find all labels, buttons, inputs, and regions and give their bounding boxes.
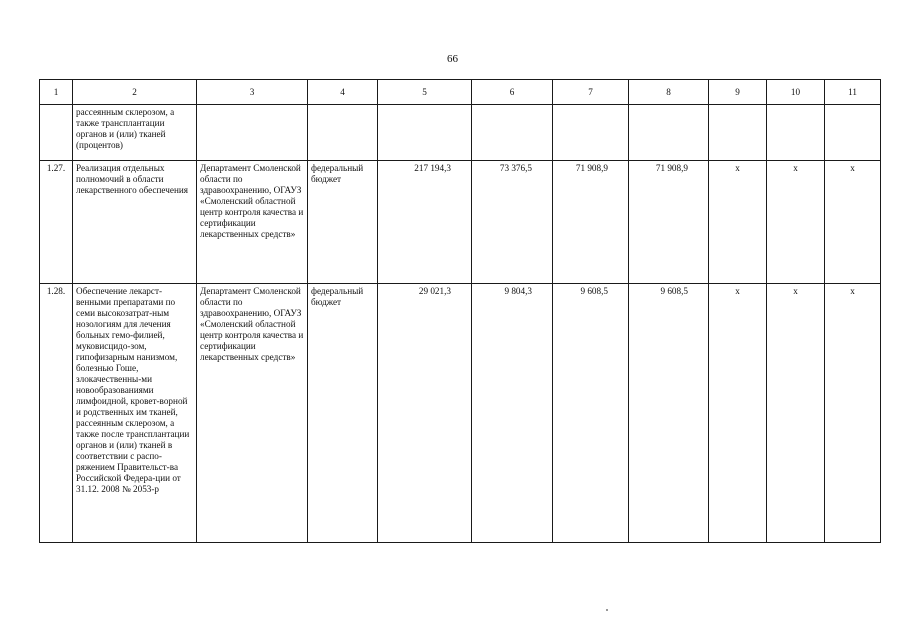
measure-name-cell: Обеспечение лекарст-венными препаратами по семи высокозатрат-ным нозологиям для лечения больных гемо-филией, муковисцидо-зом, гипофизарным нанизмом, болезнью Гоше, злокачественны-ми новообразованиями лимфоидной, кровет-ворной и родственных им тканей, рассеянным склерозом, а также после трансплантации органов и (или) тканей в соответствии с распо-ряжением Правительст-ва Российской Федера-ции от 31.12. 2008 № 2053-р: [73, 284, 197, 543]
row-number-cell: [40, 105, 73, 161]
column-header: 8: [629, 80, 709, 105]
year1-amount-cell: [472, 105, 553, 161]
row-number-cell: 1.28.: [40, 284, 73, 543]
funding-source-cell: федеральный бюджет: [308, 161, 378, 284]
column-header: 7: [553, 80, 629, 105]
indicator-cell: [825, 105, 881, 161]
column-header: 11: [825, 80, 881, 105]
column-header: 4: [308, 80, 378, 105]
indicator-cell: [709, 105, 767, 161]
year1-amount-cell: 9 804,3: [472, 284, 553, 543]
table-header-row: [40, 80, 881, 105]
column-header: 1: [40, 80, 73, 105]
table-row: [40, 105, 881, 161]
column-header: 10: [767, 80, 825, 105]
total-amount-cell: 29 021,3: [378, 284, 472, 543]
funding-source-cell: [308, 105, 378, 161]
indicator-cell: х: [709, 284, 767, 543]
indicator-cell: х: [767, 284, 825, 543]
column-header: 2: [73, 80, 197, 105]
executor-cell: Департамент Смоленской области по здравоохранению, ОГАУЗ «Смоленский областной центр контроля качества и сертификации лекарственных средств»: [197, 284, 308, 543]
indicator-cell: [767, 105, 825, 161]
total-amount-cell: [378, 105, 472, 161]
program-table: [39, 79, 881, 543]
column-header: 6: [472, 80, 553, 105]
table-row: [40, 161, 881, 284]
indicator-cell: х: [767, 161, 825, 284]
year1-amount-cell: 73 376,5: [472, 161, 553, 284]
scan-speck: [606, 609, 608, 611]
indicator-cell: х: [709, 161, 767, 284]
column-header: 5: [378, 80, 472, 105]
year3-amount-cell: [629, 105, 709, 161]
measure-name-cell: рассеянным склерозом, а также трансплантации органов и (или) тканей (процентов): [73, 105, 197, 161]
column-header: 3: [197, 80, 308, 105]
executor-cell: Департамент Смоленской области по здравоохранению, ОГАУЗ «Смоленский областной центр контроля качества и сертификации лекарственных средств»: [197, 161, 308, 284]
funding-source-cell: федеральный бюджет: [308, 284, 378, 543]
year2-amount-cell: 9 608,5: [553, 284, 629, 543]
table-row: [40, 284, 881, 543]
year2-amount-cell: 71 908,9: [553, 161, 629, 284]
total-amount-cell: 217 194,3: [378, 161, 472, 284]
year2-amount-cell: [553, 105, 629, 161]
year3-amount-cell: 9 608,5: [629, 284, 709, 543]
executor-cell: [197, 105, 308, 161]
indicator-cell: х: [825, 284, 881, 543]
year3-amount-cell: 71 908,9: [629, 161, 709, 284]
row-number-cell: 1.27.: [40, 161, 73, 284]
indicator-cell: х: [825, 161, 881, 284]
page-number: 66: [447, 53, 458, 65]
measure-name-cell: Реализация отдельных полномочий в области лекарственного обеспечения: [73, 161, 197, 284]
column-header: 9: [709, 80, 767, 105]
